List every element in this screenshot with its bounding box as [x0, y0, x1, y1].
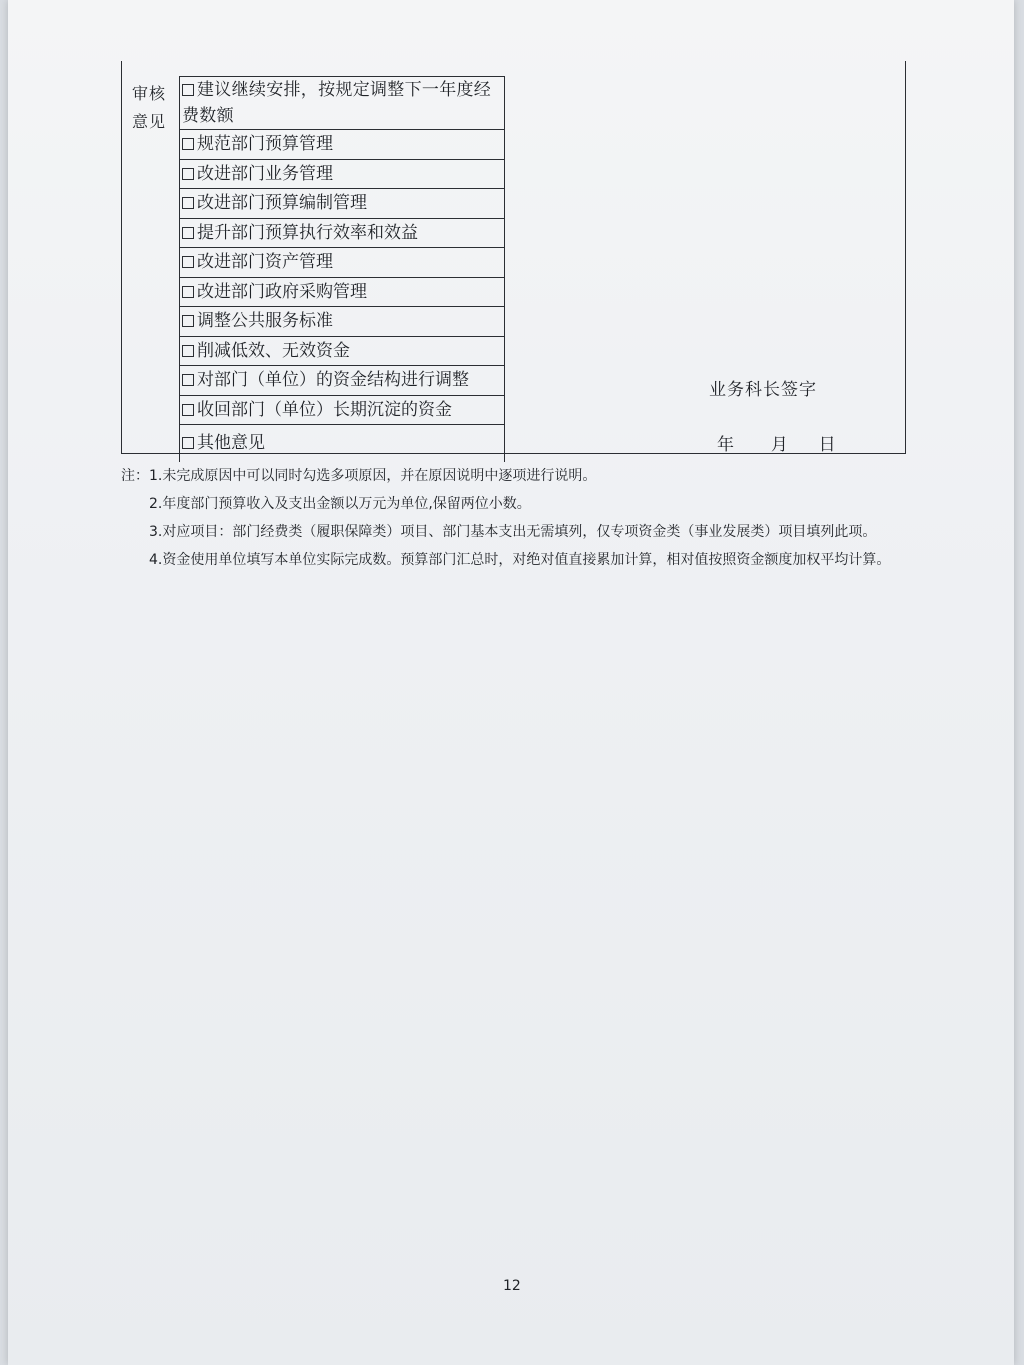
signature-date: [717, 430, 836, 455]
notes-section: [121, 462, 905, 574]
checkbox-icon[interactable]: [182, 138, 194, 150]
option-label: 建议继续安排，按规定调整下一年度经费数额: [182, 80, 492, 126]
checkbox-icon[interactable]: [182, 437, 194, 449]
option-label: 收回部门（单位）长期沉淀的资金: [197, 399, 452, 420]
option-label: 改进部门预算编制管理: [197, 193, 367, 213]
date-month-label: 月: [770, 435, 788, 455]
option-row-recover-idle-funds[interactable]: [180, 395, 504, 425]
option-row-adjust-fund-structure[interactable]: [180, 365, 504, 395]
option-row-improve-assets[interactable]: [180, 247, 504, 277]
option-row-cut-ineffective-funds[interactable]: [180, 336, 504, 366]
option-label: 提升部门预算执行效率和效益: [197, 222, 418, 243]
note-2: 2.年度部门预算收入及支出金额以万元为单位,保留两位小数。: [149, 496, 531, 512]
option-row-improve-procurement[interactable]: [180, 277, 504, 307]
checkbox-icon[interactable]: [182, 197, 194, 209]
date-year-label: 年: [717, 435, 734, 455]
checkbox-icon[interactable]: [182, 286, 194, 298]
checkbox-icon[interactable]: [182, 84, 194, 96]
checkbox-icon[interactable]: [182, 256, 194, 268]
option-label: 调整公共服务标准: [197, 311, 333, 331]
option-label: 对部门（单位）的资金结构进行调整: [197, 370, 469, 390]
checkbox-icon[interactable]: [182, 227, 194, 239]
checkbox-icon[interactable]: [182, 315, 194, 327]
option-row-standardize-budget[interactable]: [180, 129, 504, 159]
section-chief-signature-label: 业务科长签字: [709, 380, 817, 400]
checkbox-icon[interactable]: [182, 404, 194, 416]
option-row-other-opinion[interactable]: [180, 424, 504, 462]
review-options-list: [179, 76, 505, 462]
option-row-continue-funding[interactable]: [180, 76, 504, 129]
option-row-improve-budget-preparation[interactable]: [180, 188, 504, 218]
option-label: 其他意见: [197, 433, 265, 453]
option-label: 削减低效、无效资金: [197, 340, 350, 361]
checkbox-icon[interactable]: [182, 168, 194, 180]
note-4: 4.资金使用单位填写本单位实际完成数。预算部门汇总时，对绝对值直接累加计算，相对值按照资金额度加权平均计算。: [149, 552, 891, 568]
option-label: 改进部门资产管理: [197, 252, 333, 272]
option-row-improve-execution[interactable]: [180, 218, 504, 248]
checkbox-icon[interactable]: [182, 345, 194, 357]
page-number: 12: [503, 1278, 521, 1294]
review-opinion-label: 审核意见: [132, 84, 167, 131]
option-label: 改进部门业务管理: [197, 163, 333, 184]
note-3: 3.对应项目：部门经费类（履职保障类）项目、部门基本支出无需填列，仅专项资金类（事业发展类）项目填列此项。: [149, 524, 877, 540]
option-label: 改进部门政府采购管理: [197, 281, 367, 302]
option-label: 规范部门预算管理: [197, 134, 333, 154]
date-day-label: 日: [818, 435, 836, 455]
checkbox-icon[interactable]: [182, 374, 194, 386]
option-row-improve-business[interactable]: [180, 159, 504, 189]
note-1: 注：1.未完成原因中可以同时勾选多项原因，并在原因说明中逐项进行说明。: [121, 468, 597, 484]
option-row-adjust-service-standard[interactable]: [180, 306, 504, 336]
